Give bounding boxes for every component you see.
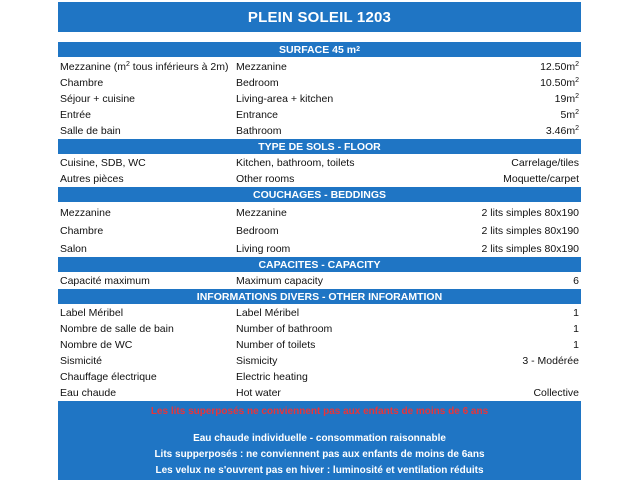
cell-value-text: 3.46m [545,125,576,137]
table-row [58,59,581,75]
cell-fr: Nombre de WC [60,339,133,351]
cell-value-sup: 2 [575,125,579,132]
cell-value-sup: 2 [575,93,579,100]
cell-value-sup: 2 [575,61,579,68]
cell-value [540,77,579,89]
table-row [58,305,581,321]
cell-fr: Entrée [60,109,91,121]
cell-fr: Salon [60,243,87,255]
cell-value-text: 19m [554,93,576,105]
cell-fr: Nombre de salle de bain [60,323,174,335]
cell-fr: Sismicité [60,355,103,367]
cell-fr: Mezzanine [60,207,111,219]
cell-value [540,61,579,73]
cell-fr: Chambre [60,225,104,237]
table-row [58,223,581,239]
cell-en: Maximum capacity [236,275,323,287]
table-row [58,353,581,369]
table-row [58,337,581,353]
section-header-surface-sup: 2 [356,46,360,53]
cell-fr: Chauffage électrique [60,371,157,383]
cell-en: Hot water [236,387,281,399]
cell-en: Bedroom [236,77,279,89]
cell-en: Other rooms [236,173,295,185]
cell-en: Sismicity [236,355,278,367]
note-bunkbeds: Lits supperposés : ne conviennent pas aux enfants de moins de 6ans [154,449,485,460]
cell-value: Collective [533,387,579,399]
cell-value: 1 [573,307,579,319]
cell-fr: Eau chaude [60,387,117,399]
cell-fr: Séjour + cuisine [60,93,136,105]
cell-value [561,109,580,121]
cell-value: 2 lits simples 80x190 [481,207,579,219]
cell-en: Living room [236,243,291,255]
table-row [58,321,581,337]
cell-fr: Cuisine, SDB, WC [60,157,146,169]
section-header-surface [58,42,581,57]
table-row [58,155,581,171]
cell-fr-sup: 2 [125,61,130,68]
cell-value-text: 12.50m [540,61,576,73]
cell-fr-text: Mezzanine (m [60,61,126,73]
cell-value: 1 [573,323,579,335]
table-row [58,369,581,385]
cell-en: Entrance [236,109,279,121]
cell-value-text: 10.50m [540,77,576,89]
cell-value-text: 5m [560,109,576,121]
section-header-capacity: CAPACITES - CAPACITY [58,257,581,272]
table-row [58,107,581,123]
cell-value: 6 [573,275,579,287]
cell-value: 3 - Modérée [522,355,579,367]
section-header-surface-text: SURFACE 45 m [279,43,357,56]
table-row [58,171,581,187]
section-header-beddings: COUCHAGES - BEDDINGS [58,187,581,202]
table-row [58,241,581,257]
cell-value: 1 [573,339,579,351]
table-row [58,273,581,289]
cell-en: Mezzanine [236,207,287,219]
cell-fr: Autres pièces [60,173,124,185]
cell-value-sup: 2 [575,109,579,116]
cell-fr: Salle de bain [60,125,121,137]
note-warning-bunkbeds: Les lits superposés ne conviennent pas aux enfants de moins de 6 ans [150,406,489,417]
cell-en: Bathroom [236,125,282,137]
note-hot-water: Eau chaude individuelle - consommation raisonnable [193,433,446,444]
cell-value: 2 lits simples 80x190 [481,225,579,237]
note-velux: Les velux ne s'ouvrent pas en hiver : luminosité et ventilation réduits [155,465,484,476]
cell-value: 2 lits simples 80x190 [481,243,579,255]
cell-value: Carrelage/tiles [511,157,579,169]
cell-fr [60,61,228,73]
cell-en: Label Méribel [236,307,300,319]
cell-value-sup: 2 [575,77,579,84]
cell-en: Living-area + kitchen [236,93,334,105]
table-row [58,123,581,139]
cell-fr: Capacité maximum [60,275,150,287]
table-row [58,205,581,221]
cell-en: Bedroom [236,225,279,237]
cell-en: Number of toilets [236,339,316,351]
table-row [58,91,581,107]
cell-fr: Label Méribel [60,307,124,319]
cell-fr: Chambre [60,77,104,89]
page-title: PLEIN SOLEIL 1203 [58,2,581,32]
table-row [58,385,581,401]
cell-en: Mezzanine [236,61,287,73]
table-row [58,75,581,91]
cell-value: Moquette/carpet [503,173,579,185]
cell-en: Number of bathroom [236,323,333,335]
apartment-info-sheet [58,0,581,480]
section-header-floor: TYPE DE SOLS - FLOOR [58,139,581,154]
cell-en: Electric heating [236,371,308,383]
section-header-info: INFORMATIONS DIVERS - OTHER INFORAMTION [58,289,581,304]
cell-fr-tail: tous inférieurs à 2m) [129,61,229,73]
notes-box [58,401,581,480]
cell-value [546,125,579,137]
cell-en: Kitchen, bathroom, toilets [236,157,355,169]
cell-value [555,93,579,105]
